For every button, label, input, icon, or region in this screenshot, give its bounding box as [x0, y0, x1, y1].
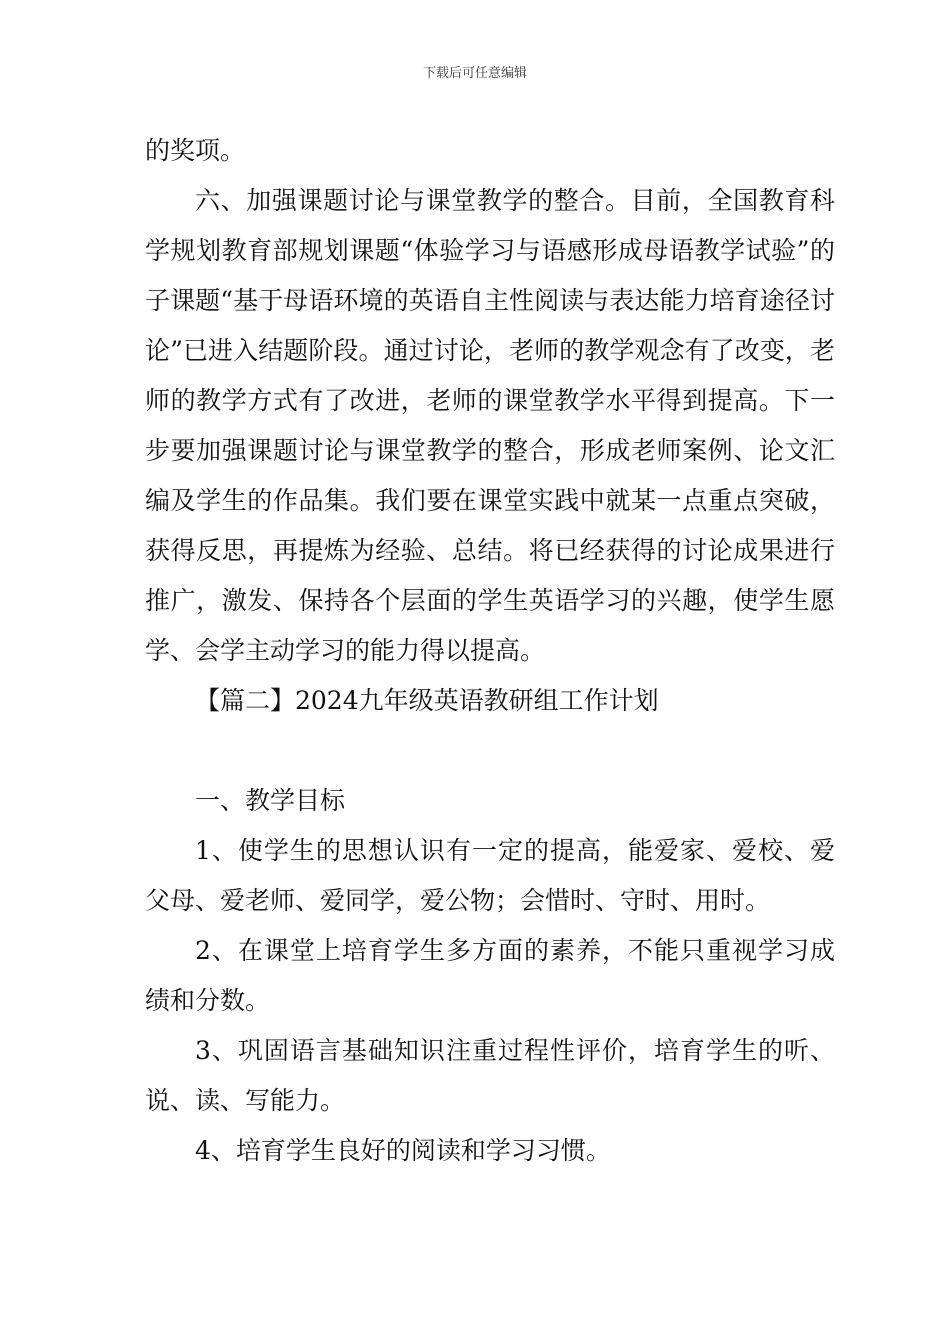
- list-item-goal-3: 3、巩固语言基础知识注重过程性评价，培育学生的听、说、读、写能力。: [145, 1036, 835, 1115]
- list-item-goal-1: 1、使学生的思想认识有一定的提高，能爱家、爱校、爱父母、爱老师、爱同学，爱公物；会惜时、守时、用时。: [145, 836, 835, 915]
- section-heading-part-two: 【篇二】2024九年级英语教研组工作计划: [195, 686, 659, 715]
- document-body: [145, 126, 835, 1176]
- paragraph-section-six: 六、加强课题讨论与课堂教学的整合。目前，全国教育科学规划教育部规划课题“体验学习与语感形成母语教学试验”的子课题“基于母语环境的英语自主性阅读与表达能力培育途径讨论”已进入结题阶段。通过讨论，老师的教学观念有了改变，老师的教学方式有了改进，老师的课堂教学水平得到提高。下一步要加强课题讨论与课堂教学的整合，形成老师案例、论文汇编及学生的作品集。我们要在课堂实践中就某一点重点突破，获得反思，再提炼为经验、总结。将已经获得的讨论成果进行推广，激发、保持各个层面的学生英语学习的兴趣，使学生愿学、会学主动学习的能力得以提高。: [145, 186, 835, 665]
- page-header: 下载后可任意编辑: [422, 66, 527, 81]
- blank-line: [145, 726, 835, 776]
- subheading-teaching-goals: 一、教学目标: [195, 786, 346, 815]
- list-item-goal-4: 4、培育学生良好的阅读和学习习惯。: [195, 1136, 611, 1165]
- list-item-goal-2: 2、在课堂上培育学生多方面的素养，不能只重视学习成绩和分数。: [145, 936, 835, 1015]
- paragraph-continuation: 的奖项。: [145, 136, 246, 165]
